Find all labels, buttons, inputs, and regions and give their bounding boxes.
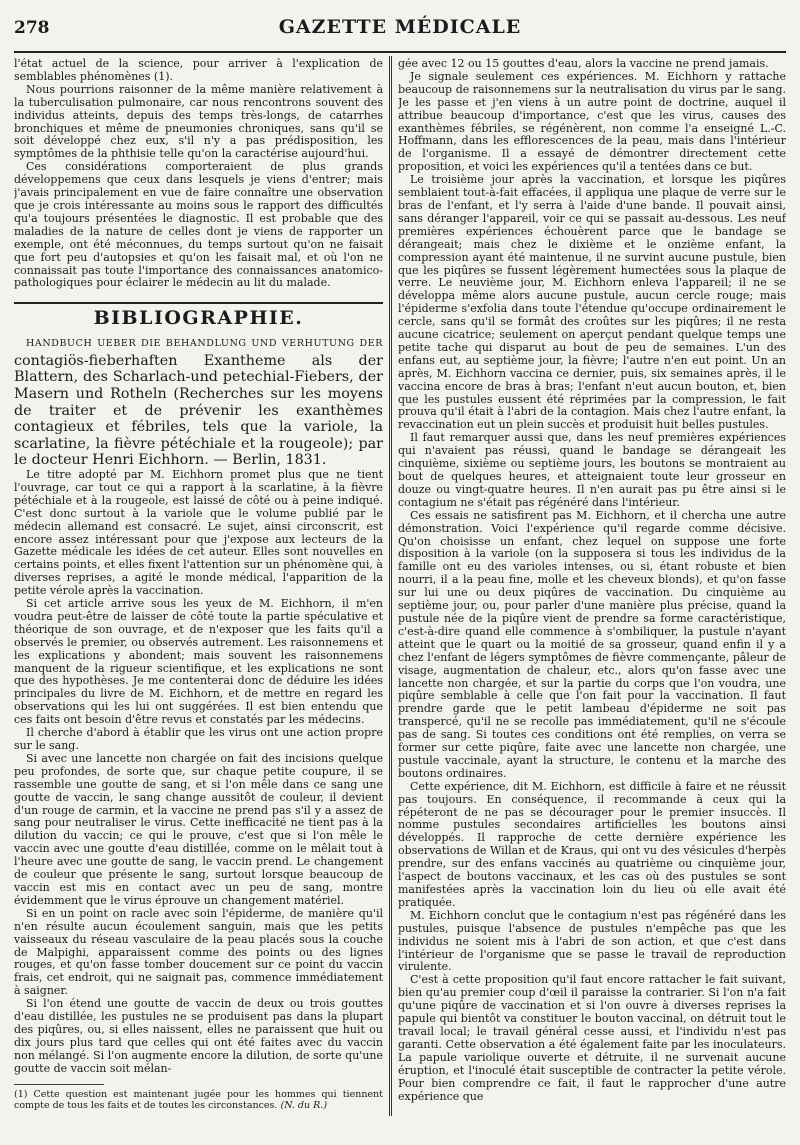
page-header xyxy=(14,14,786,48)
column-divider xyxy=(389,56,392,1116)
body-paragraph: Je signale seulement ces expériences. M. Eichhorn y rattache beaucoup de raisonnemens sur la neutralisation du virus par le sang. Je les passe et j'en viens à un autre point de doctrine, auquel il attribue beaucoup d'importance, c'est que les virus, causes des exanthèmes fébriles, se régénèrent, non comme l'a enseigné L.-C. Hoffmann, dans les efflorescences de la peau, mais dans l'intérieur de l'organisme. Il a essayé de démontrer directement cette proposition, et voici les expériences qu'il a tentées dans ce but. xyxy=(398,69,786,174)
body-paragraph: C'est à cette proposition qu'il faut encore rattacher le fait suivant, bien qu'au premier coup d'œil il paraisse la contrarier. Si l'on n'a fait qu'une piqûre de vaccination et si l'on ouvre à diverses reprises la papule qui bientôt va constituer le bouton vaccinal, on détruit tout le travail local; le travail général cesse aussi, et l'individu n'est pas garanti. Cette observation a été également faite par les inoculateurs. La papule variolique ouverte et détruite, il ne survenait aucune éruption, et l'inoculé était susceptible de contracter la petite vérole. Pour bien comprendre ce fait, il faut le rapprocher d'une autre expérience que xyxy=(398,973,786,1103)
review-paragraph: Le titre adopté par M. Eichhorn promet plus que ne tient l'ouvrage, car tout ce qui a rapport à la scarlatine, à la fièvre pétéchiale et à la rougeole, est laissé de côté ou à peine indiqué. C'est donc surtout à la variole que le volume publié par le médecin allemand est consacré. Le sujet, ainsi circonscrit, est encore assez intéressant pour que j'expose aux lecteurs de la Gazette médicale les idées de cet auteur. Elles sont nouvelles en certains points, et elles fixent l'attention sur un phénomène qui, à diverses reprises, a agité le monde médical, l'apparition de la petite vérole après la vaccination. xyxy=(14,467,383,598)
body-paragraph: Le troisième jour après la vaccination, et lorsque les piqûres semblaient tout-à-fait effacées, il appliqua une plaque de verre sur le bras de l'enfant, et l'y serra à l'aide d'une bande. Il pouvait ainsi, sans déranger l'appareil, voir ce qui se passait au-dessous. Les neuf premières expériences échouèrent parce que le bandage se dérangeait; mais chez le dixième et le onzième enfant, la compression ayant été maintenue, il ne survint aucune pustule, bien que les piqûres se fussent légèrement humectées sous la plaque de verre. Le neuvième jour, M. Eichhorn enleva l'appareil; il ne se développa même alors aucune pustule, aucun cercle rouge; mais l'épiderme s'exfolia dans toute l'étendue qu'occupe ordinairement le cercle, sans qu'il se formât des croûtes sur les piqûres; il ne resta aucune cicatrice; seulement on aperçut pendant quelque temps une petite tache qui disparut au bout de peu de semaines. L'un des enfans eut, au septième jour, la fièvre; l'autre n'en eut point. Un an après, M. Eichhorn vaccina ce dernier, puis, six semaines après, il le vaccina encore de bras à bras; l'enfant n'eut aucun bouton, et, bien que les pustules eussent été réprimées par la compression, le fait prouva qu'il était à l'abri de la contagion. Mais chez l'autre enfant, la revaccination eut un plein succès et produisit huit belles pustules. xyxy=(398,173,786,432)
page-number: 278 xyxy=(14,18,50,38)
header-rule xyxy=(14,51,786,53)
right-column xyxy=(398,58,786,1128)
body-paragraph: Il faut remarquer aussi que, dans les neuf premières expériences qui n'avaient pas réussi, quand le bandage se dérangeait les cinquième, sixième ou septième jours, les boutons se montraient au bout de quelques heures, et atteignaient toute leur grosseur en douze ou vingt-quatre heures. Il n'en aurait pas pu être ainsi si le contagium ne s'était pas régénéré dans l'intérieur. xyxy=(398,431,786,509)
footnote xyxy=(14,1089,383,1111)
footnote-signature: (N. du R.) xyxy=(280,1099,328,1111)
review-paragraph: Si cet article arrive sous les yeux de M. Eichhorn, il m'en voudra peut-être de laisser de côté toute la partie spéculative et théorique de son ouvrage, et de n'exposer que les faits qu'il a observés le premier, ou observés autrement. Les raisonnemens et les explications y abondent; mais souvent les raisonnemens manquent de la rigueur scientifique, et les explications ne sont que des hypothèses. Je me contenterai donc de déduire les idées principales du livre de M. Eichhorn, et de mettre en regard les observations qui les lui ont suggérées. Il est bien entendu que ces faits ont besoin d'être revus et constatés par les médecins. xyxy=(14,597,383,727)
footnote-rule xyxy=(14,1084,104,1085)
body-paragraph: l'état actuel de la science, pour arriver à l'explication de semblables phénomènes (1). xyxy=(14,58,383,83)
section-heading: BIBLIOGRAPHIE. xyxy=(93,307,304,330)
running-title: GAZETTE MÉDICALE xyxy=(278,16,522,38)
body-paragraph: Ces considérations comporteraient de plus grands développemens que ceux dans lesquels je viens d'entrer; mais j'avais principalement en vue de faire connaître une observation que je crois intéressante au moins sous le rapport des difficultés qu'a toujours présentées le diagnostic. Il est probable que des maladies de la nature de celles dont je viens de rapporter un exemple, ont été méconnues, du temps surtout qu'on ne faisait que fort peu d'autopsies et qu'on les faisait mal, et où l'on ne connaissait pas toute l'importance des connaissances anatomico-pathologiques pour éclairer le médecin au lit du malade. xyxy=(14,160,383,290)
review-paragraph: Si l'on étend une goutte de vaccin de deux ou trois gouttes d'eau distillée, les pustules ne se produisent pas dans la plupart des piqûres, ou, si elles naissent, elles ne paraissent que huit ou dix jours plus tard que celles qui ont été faites avec du vaccin non mélangé. Si l'on augmente encore la dilution, de sorte qu'une goutte de vaccin soit mélan- xyxy=(14,997,383,1075)
body-paragraph: Nous pourrions raisonner de la même manière relativement à la tuberculisation pulmonaire, car nous rencontrons souvent des individus atteints, depuis des temps très-longs, de catarrhes bronchiques et même de pneumonies chroniques, sans qu'il se soit développé chez eux, s'il n'y a pas prédisposition, les symptômes de la phthisie telle qu'on la caractérise aujourd'hui. xyxy=(14,82,383,161)
review-paragraph: Il cherche d'abord à établir que les virus ont une action propre sur le sang. xyxy=(14,726,383,752)
body-paragraph: Ces essais ne satisfirent pas M. Eichhorn, et il chercha une autre démonstration. Voici l'expérience qu'il regarde comme décisive. Qu'on choisisse un enfant, chez lequel on suppose une forte disposition à la variole (on la supposera si tous les individus de la famille ont eu des varioles intenses, ou si, étant robuste et bien nourri, il a la peau fine, molle et les cheveux blonds), et qu'on fasse sur lui une ou deux piqûres de vaccination. Du cinquième au septième jour, ou, pour parler d'une manière plus précise, quand la pustule née de la piqûre vient de prendre sa forme caractéristique, c'est-à-dire quand elle commence à s'ombiliquer, la pustule n'ayant atteint que le quart ou la moitié de sa grosseur, quand enfin il y a chez l'enfant de légers symptômes de fièvre commençante, pâleur de visage, augmentation de chaleur, etc., alors qu'on fasse avec une lancette non chargée, et sur la partie du corps que l'on voudra, une piqûre semblable à celle que l'on fait pour la vaccination. Il faut prendre garde que le petit lambeau d'épiderme ne soit pas transpercé, qu'il ne se recolle pas immédiatement, qu'il ne s'écoule pas de sang. Si toutes ces conditions ont été remplies, on verra se former sur cette piqûre, faite avec une lancette non chargée, une pustule vaccinale, ayant la structure, le contenu et la marche des boutons ordinaires. xyxy=(398,508,786,780)
body-paragraph: gée avec 12 ou 15 gouttes d'eau, alors la vaccine ne prend jamais. xyxy=(398,58,769,70)
body-paragraph: Cette expérience, dit M. Eichhorn, est difficile à faire et ne réussit pas toujours. En conséquence, il recommande à ceux qui la répéteront de ne pas se décourager pour le premier insuccès. Il nomme pustules secondaires artificielles les boutons ainsi développés. Il rapproche de cette dernière expérience les observations de Willan et de Kraus, qui ont vu des vésicules d'herpès prendre, sur des enfans vaccinés au quatrième ou cinquième jour, l'aspect de boutons vaccinaux, et les cas où des pustules se sont manifestées après la vaccination loin du lieu où elle avait été pratiquée. xyxy=(398,779,786,909)
section-rule xyxy=(14,302,383,304)
review-paragraph: Si en un point on racle avec soin l'épiderme, de manière qu'il n'en résulte aucun écoulement sanguin, mais que les petits vaisseaux du réseau vasculaire de la peau placés sous la couche de Malpighi, apparaissent comme des points ou des lignes rouges, et qu'on fasse tomber doucement sur ce point du vaccin frais, cet endroit, qui ne saignait pas, commence immédiatement à saigner. xyxy=(14,906,383,998)
review-paragraph: Si avec une lancette non chargée on fait des incisions quelque peu profondes, de sorte que, sur chaque petite coupure, il se rassemble une goutte de sang, et si l'on mêle dans ce sang une goutte de vaccin, le sang change aussitôt de couleur, il devient d'un rouge de carmin, et la vaccine ne prend pas s'il y a assez de sang pour neutraliser le virus. Cette inefficacité ne tient pas à la dilution du vaccin; ce qui le prouve, c'est que si l'on mêle le vaccin avec une goutte d'eau distillée, comme on le mêlait tout à l'heure avec une goutte de sang, le vaccin prend. Le changement de couleur que présente le sang, surtout lorsque beaucoup de vaccin est mis en contact avec un peu de sang, montre évidemment que le virus éprouve un changement matériel. xyxy=(14,751,383,907)
book-title: contagiös-fieberhaften Exantheme als der Blattern, des Scharlach-und petechial-Fiebers, der Masern und Rotheln (Recherches sur les moyens de traiter et de prévenir les exanthèmes contagieux et fébriles, tels que la variole, la scarlatine, la fièvre pétéchiale et la rougeole); par le docteur Henri Eichhorn. — Berlin, 1831. xyxy=(14,352,383,469)
body-paragraph: M. Eichhorn conclut que le contagium n'est pas régénéré dans les pustules, puisque l'absence de pustules n'empêche pas que les individus ne soient mis à l'abri de son action, et que c'est dans l'intérieur de l'organisme que se passe le travail de reproduction virulente. xyxy=(398,908,786,974)
bibliography-entry xyxy=(14,334,383,469)
left-column xyxy=(14,58,383,1128)
book-title-smallcaps: HANDBUCH UEBER DIE BEHANDLUNG UND VERHUTUNG DER xyxy=(26,338,383,350)
footnote-text: (1) Cette question est maintenant jugée pour les hommes qui tiennent compte de tous les faits et de toutes les circonstances. xyxy=(14,1088,383,1111)
